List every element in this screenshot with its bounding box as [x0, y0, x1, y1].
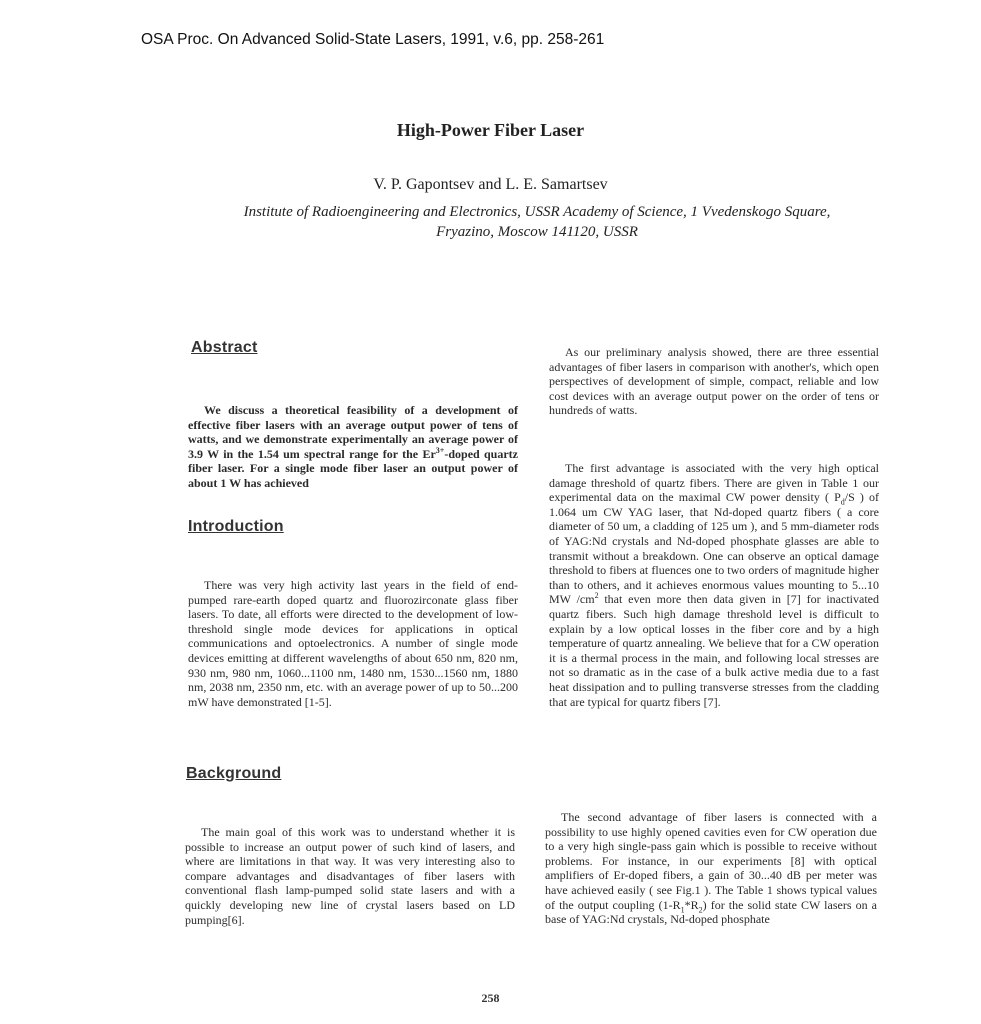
page-number: 258 [481, 991, 500, 1005]
introduction-heading: Introduction [188, 518, 284, 535]
introduction-text: There was very high activity last years in the field of end-pumped rare-earth doped quartz and fluorozirconate glass fiber lasers. To date, all efforts were directed to the development of low-threshold single mode devices for applications in optical communications and optoelectronics. A number of single mode devices emitting at different wavelengths of about 650 nm, 820 nm, 930 nm, 980 nm, 1060...1100 nm, 1480 nm, 1530...1560 nm, 1880 nm, 2038 nm, 2350 nm, etc. with an average power of up to 50...200 mW have demonstrated [1-5]. [188, 578, 518, 709]
introduction-paragraph [188, 578, 518, 709]
right-paragraph-2-superscript: 2 [594, 591, 599, 601]
abstract-text-part2: -doped quartz fiber laser. For a single mode fiber laser an output power of about 1 W has achieved [188, 446, 518, 490]
right-paragraph-3-subscript-1: 1 [680, 904, 685, 914]
right-paragraph-2-text-c: that even more then data given in [7] for inactivated quartz fibers. Such high damage threshold level is difficult to explain by a low optical losses in the fiber core and by a high temperature of quartz annealing. We believe that for a CW operation it is a thermal process in the main, and following local stresses are not so dramatic as in the case of a bulk active media due to a fast heat dissipation and to pulling transverse stresses from the cladding that are typical for quartz fibers [7]. [549, 592, 879, 709]
right-paragraph-2 [549, 461, 879, 709]
abstract-superscript: 3+ [435, 445, 445, 455]
paper-title: High-Power Fiber Laser [396, 120, 585, 140]
abstract-heading: Abstract [191, 339, 258, 356]
right-paragraph-3-text-a: The second advantage of fiber lasers is connected with a possibility to use highly opened cavities even for CW operation due to a very high single-pass gain which is possible to receive without problems. For instance, in our experiments [8] with optical amplifiers of Er-doped fibers, a gain of 30...40 dB per meter was have achieved easily ( see Fig.1 ). The Table 1 shows typical values of the output coupling (1-R [545, 810, 877, 912]
background-paragraph [185, 825, 515, 927]
right-paragraph-3-text-c: ) for the solid state CW lasers on a base of YAG:Nd crystals, Nd-doped phosphate [545, 897, 877, 927]
paper-affiliation: Institute of Radioengineering and Electronics, USSR Academy of Science, 1 Vvedenskogo Square, Fryazino, Moscow 141120, USSR [243, 204, 831, 240]
paper-authors: V. P. Gapontsev and L. E. Samartsev [373, 176, 608, 193]
background-text: The main goal of this work was to understand whether it is possible to increase an output power of such kind of lasers, and where are limitations in that way. It was very interesting also to compare advantages and disadvantages of fiber lasers with conventional flash lamp-pumped solid state lasers and with a quickly developing new line of crystal lasers based on LD pumping[6]. [185, 825, 515, 927]
abstract-paragraph [188, 403, 518, 491]
right-paragraph-2-text-a: The first advantage is associated with the very high optical damage threshold of quartz fibers. There are given in Table 1 our experimental data on the maximal CW power density ( P [549, 461, 879, 505]
right-paragraph-3 [545, 810, 877, 927]
citation-header: OSA Proc. On Advanced Solid-State Lasers, 1991, v.6, pp. 258-261 [141, 31, 605, 48]
background-heading: Background [186, 765, 282, 782]
abstract-text-part1: We discuss a theoretical feasibility of a development of effective fiber lasers with an average output power of tens of watts, and we demonstrate experimentally an average power of 3.9 W in the 1.54 um spectral range for the Er [188, 403, 518, 461]
right-paragraph-1-text: As our preliminary analysis showed, there are three essential advantages of fiber lasers in comparison with another's, which open perspectives of development of simple, compact, reliable and low cost devices with an average output power on the order of tens or hundreds of watts. [549, 345, 879, 418]
right-paragraph-2-text-b: /S ) of 1.064 um CW YAG laser, that Nd-doped quartz fibers ( a core diameter of 50 um, a cladding of 125 um ), and 5 mm-diameter rods of YAG:Nd crystals and Nd-doped phosphate glasses are able to transmit without a breakdown. One can observe an optical damage threshold to fibers at fluences one to two orders of magnitude higher than to others, and it achieves enormous values mounting to 5...10 MW /cm [549, 490, 879, 607]
right-paragraph-3-text-b: *R [684, 897, 699, 912]
right-paragraph-3-subscript-2: 2 [698, 904, 703, 914]
right-paragraph-1 [549, 345, 879, 418]
right-paragraph-2-subscript: d [840, 497, 845, 507]
